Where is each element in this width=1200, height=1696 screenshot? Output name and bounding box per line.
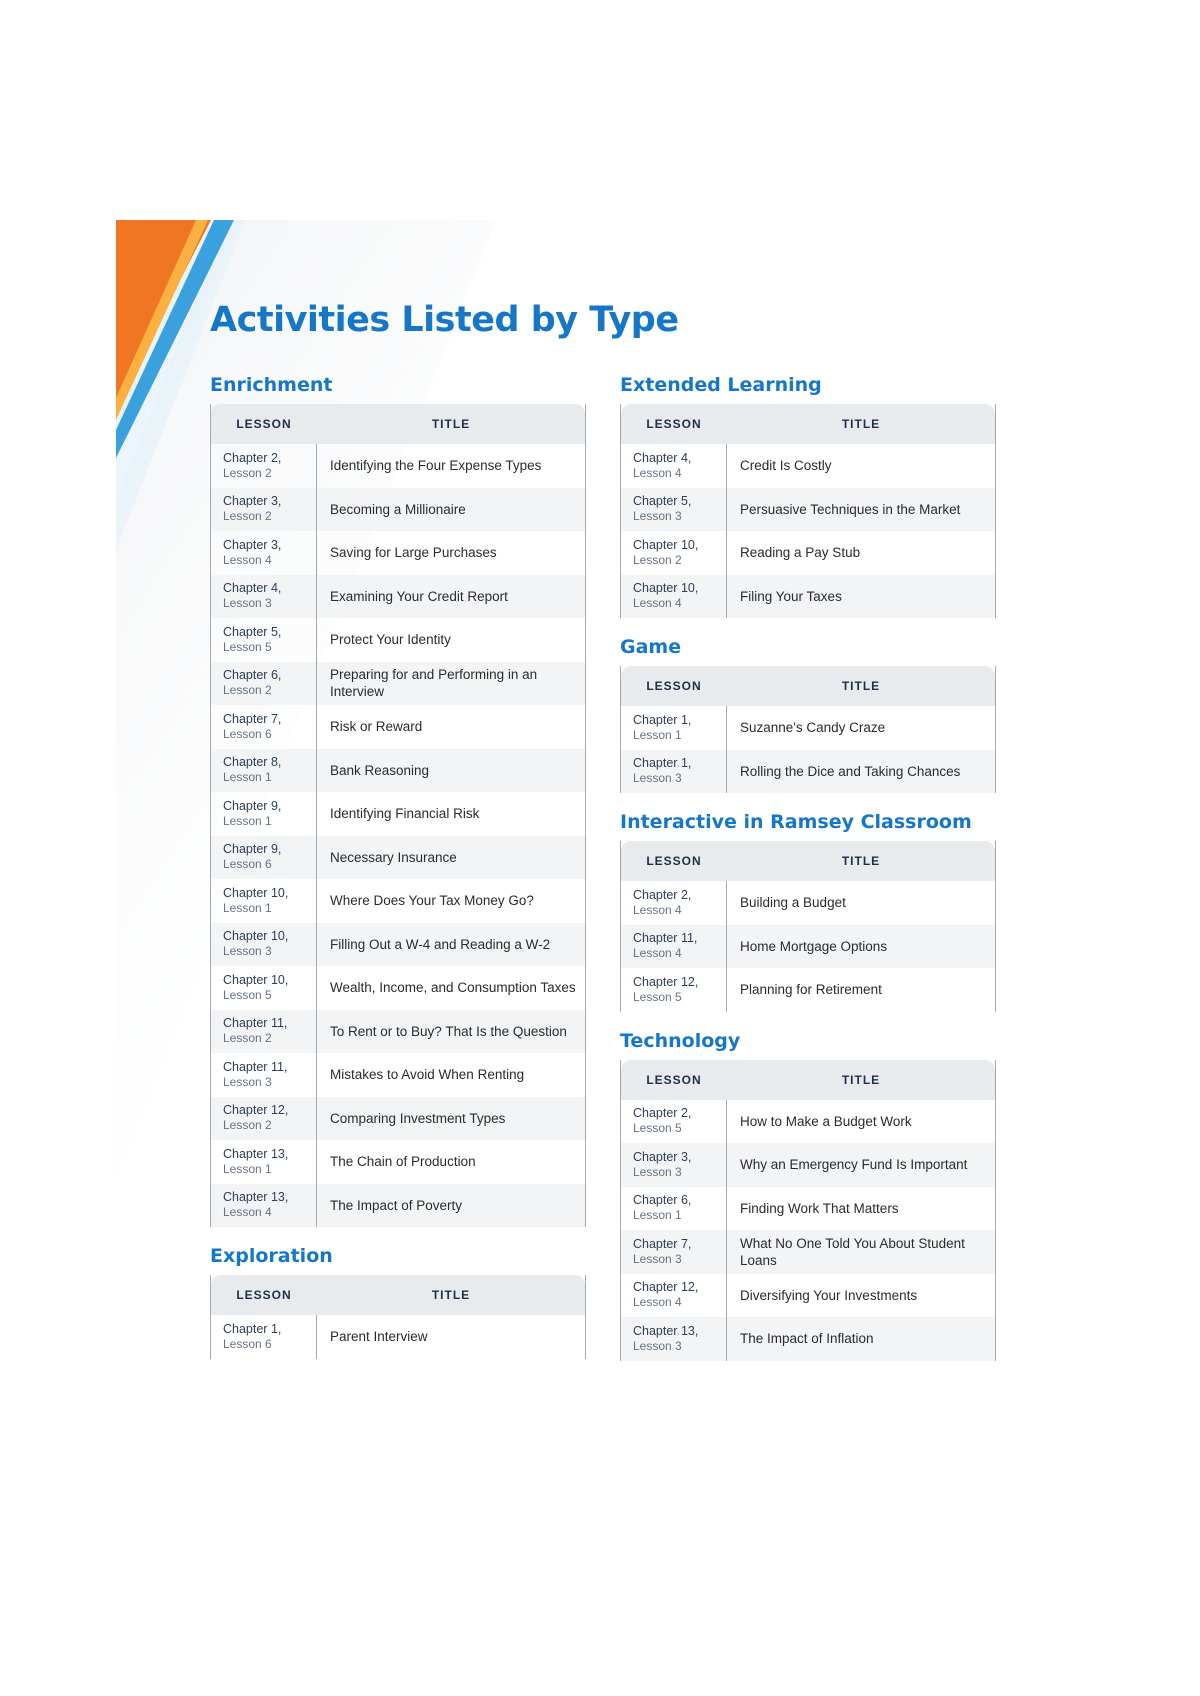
lesson-text: Lesson 3 — [223, 1074, 272, 1089]
activities-table — [210, 1275, 586, 1359]
lesson-text: Lesson 4 — [633, 465, 682, 480]
lesson-text: Lesson 1 — [223, 1161, 272, 1176]
section-interactive — [620, 809, 996, 1012]
activity-title: Building a Budget — [740, 895, 846, 911]
activities-table — [620, 666, 996, 793]
table-row — [621, 1317, 995, 1361]
lesson-text: Lesson 5 — [633, 989, 682, 1004]
activity-title: Reading a Pay Stub — [740, 545, 861, 561]
activity-title: Risk or Reward — [330, 719, 423, 735]
table-row — [621, 706, 995, 750]
activity-title: Finding Work That Matters — [740, 1200, 899, 1216]
activity-title: Mistakes to Avoid When Renting — [330, 1067, 525, 1083]
section-game — [620, 634, 996, 793]
title-column-header: TITLE — [727, 1060, 995, 1100]
table-row — [211, 1053, 585, 1097]
chapter-text: Chapter 3, — [223, 494, 282, 509]
chapter-text: Chapter 1, — [633, 712, 692, 727]
lesson-cell — [621, 444, 727, 488]
lesson-text: Lesson 1 — [223, 900, 272, 915]
chapter-text: Chapter 12, — [633, 974, 699, 989]
table-row — [211, 705, 585, 749]
activity-title: Planning for Retirement — [740, 982, 882, 998]
lesson-cell — [211, 749, 317, 793]
activity-title: Comparing Investment Types — [317, 1097, 585, 1141]
activity-title: Rolling the Dice and Taking Chances — [727, 750, 995, 794]
table-row — [621, 1274, 995, 1318]
activity-title: Diversifying Your Investments — [740, 1287, 918, 1303]
activity-title: Bank Reasoning — [317, 749, 585, 793]
lesson-text: Lesson 1 — [223, 770, 272, 785]
title-column-header: TITLE — [727, 841, 995, 881]
table-row — [211, 1184, 585, 1228]
section-enrichment — [210, 372, 586, 1227]
lesson-text: Lesson 3 — [223, 944, 272, 959]
chapter-text: Chapter 9, — [223, 798, 282, 813]
table-row — [211, 966, 585, 1010]
lesson-text: Lesson 2 — [223, 1118, 272, 1133]
section-heading: Extended Learning — [620, 374, 822, 396]
lesson-cell — [621, 1187, 727, 1231]
lesson-text: Lesson 6 — [223, 857, 272, 872]
lesson-text: Lesson 2 — [223, 465, 272, 480]
section-technology — [620, 1028, 996, 1361]
section-extended-learning — [620, 372, 996, 618]
chapter-text: Chapter 5, — [633, 494, 692, 509]
chapter-text: Chapter 3, — [223, 537, 282, 552]
lesson-text: Lesson 1 — [223, 813, 272, 828]
right-column — [620, 372, 996, 1377]
table-row — [211, 749, 585, 793]
activity-title: What No One Told You About Student Loans — [727, 1230, 995, 1274]
table-row — [211, 923, 585, 967]
lesson-text: Lesson 1 — [633, 727, 682, 742]
chapter-text: Chapter 11, — [223, 1016, 288, 1031]
activity-title: Examining Your Credit Report — [317, 575, 585, 619]
section-heading: Enrichment — [210, 374, 333, 396]
title-column-header: TITLE — [727, 666, 995, 706]
table-row — [211, 531, 585, 575]
lesson-text: Lesson 4 — [633, 1295, 682, 1310]
lesson-cell — [621, 1100, 727, 1144]
activity-title: Parent Interview — [330, 1329, 428, 1345]
activity-title: Home Mortgage Options — [727, 925, 995, 969]
lesson-cell — [621, 968, 727, 1012]
lesson-cell — [211, 488, 317, 532]
lesson-cell — [621, 1143, 727, 1187]
lesson-cell — [621, 925, 727, 969]
table-row — [211, 618, 585, 662]
table-row — [211, 575, 585, 619]
activity-title: Preparing for and Performing in an Interview — [317, 662, 585, 706]
lesson-text: Lesson 3 — [633, 1251, 682, 1266]
lesson-column-header: LESSON — [621, 666, 727, 706]
lesson-text: Lesson 4 — [633, 596, 682, 611]
lesson-cell — [211, 1097, 317, 1141]
activity-title: Credit Is Costly — [740, 458, 832, 474]
table-row — [621, 531, 995, 575]
table-row — [621, 575, 995, 619]
activity-title: Wealth, Income, and Consumption Taxes — [330, 980, 576, 996]
lesson-cell — [211, 575, 317, 619]
lesson-cell — [621, 750, 727, 794]
table-row — [621, 444, 995, 488]
title-column-header: TITLE — [317, 1275, 585, 1315]
lesson-column-header: LESSON — [621, 841, 727, 881]
activities-table — [620, 1060, 996, 1361]
section-heading: Interactive in Ramsey Classroom — [620, 811, 972, 833]
lesson-cell — [211, 444, 317, 488]
lesson-cell — [211, 531, 317, 575]
lesson-text: Lesson 2 — [633, 552, 682, 567]
activity-title: The Impact of Poverty — [317, 1184, 585, 1228]
section-exploration — [210, 1243, 586, 1359]
table-row — [211, 488, 585, 532]
chapter-text: Chapter 2, — [223, 450, 282, 465]
lesson-cell — [621, 488, 727, 532]
chapter-text: Chapter 13, — [633, 1323, 699, 1338]
lesson-text: Lesson 5 — [633, 1121, 682, 1136]
lesson-text: Lesson 3 — [633, 509, 682, 524]
chapter-text: Chapter 12, — [633, 1280, 699, 1295]
lesson-cell — [211, 836, 317, 880]
chapter-text: Chapter 9, — [223, 842, 282, 857]
table-row — [211, 1315, 585, 1359]
page-title: Activities Listed by Type — [210, 300, 679, 340]
chapter-text: Chapter 5, — [223, 624, 282, 639]
chapter-text: Chapter 3, — [633, 1149, 692, 1164]
lesson-cell — [211, 1053, 317, 1097]
table-row — [621, 750, 995, 794]
chapter-text: Chapter 12, — [223, 1103, 289, 1118]
activity-title: Becoming a Millionaire — [317, 488, 585, 532]
lesson-text: Lesson 4 — [633, 902, 682, 917]
chapter-text: Chapter 11, — [223, 1059, 288, 1074]
lesson-text: Lesson 2 — [223, 1031, 272, 1046]
table-row — [211, 662, 585, 706]
lesson-cell — [211, 662, 317, 706]
table-row — [621, 925, 995, 969]
chapter-text: Chapter 13, — [223, 1146, 289, 1161]
activity-title: Filling Out a W-4 and Reading a W-2 — [317, 923, 585, 967]
lesson-text: Lesson 3 — [633, 771, 682, 786]
table-row — [621, 1230, 995, 1274]
table-row — [621, 1143, 995, 1187]
lesson-text: Lesson 4 — [633, 946, 682, 961]
chapter-text: Chapter 6, — [633, 1193, 692, 1208]
lesson-cell — [621, 575, 727, 619]
left-column — [210, 372, 586, 1375]
activity-title: Why an Emergency Fund Is Important — [727, 1143, 995, 1187]
chapter-text: Chapter 10, — [633, 581, 699, 596]
lesson-cell — [211, 1010, 317, 1054]
lesson-cell — [211, 879, 317, 923]
chapter-text: Chapter 10, — [223, 929, 289, 944]
activity-title: Saving for Large Purchases — [330, 545, 497, 561]
lesson-cell — [211, 618, 317, 662]
lesson-text: Lesson 5 — [223, 639, 272, 654]
chapter-text: Chapter 1, — [223, 1321, 282, 1336]
activities-table — [620, 404, 996, 618]
activity-title: The Impact of Inflation — [727, 1317, 995, 1361]
lesson-text: Lesson 3 — [223, 596, 272, 611]
lesson-text: Lesson 4 — [223, 552, 272, 567]
table-row — [621, 488, 995, 532]
chapter-text: Chapter 10, — [223, 972, 289, 987]
chapter-text: Chapter 6, — [223, 668, 282, 683]
chapter-text: Chapter 4, — [223, 581, 282, 596]
activity-title: Identifying the Four Expense Types — [330, 458, 542, 474]
lesson-text: Lesson 6 — [223, 1336, 272, 1351]
activities-table — [620, 841, 996, 1012]
lesson-text: Lesson 2 — [223, 683, 272, 698]
chapter-text: Chapter 13, — [223, 1190, 289, 1205]
table-row — [621, 881, 995, 925]
table-row — [211, 444, 585, 488]
chapter-text: Chapter 4, — [633, 450, 692, 465]
lesson-cell — [211, 966, 317, 1010]
activity-title: Suzanne's Candy Craze — [740, 720, 886, 736]
table-row — [211, 836, 585, 880]
chapter-text: Chapter 11, — [633, 931, 698, 946]
title-column-header: TITLE — [727, 404, 995, 444]
table-row — [211, 1010, 585, 1054]
chapter-text: Chapter 10, — [633, 537, 699, 552]
lesson-column-header: LESSON — [211, 404, 317, 444]
lesson-cell — [211, 1184, 317, 1228]
activity-title: Necessary Insurance — [317, 836, 585, 880]
table-row — [621, 968, 995, 1012]
activity-title: Persuasive Techniques in the Market — [727, 488, 995, 532]
activities-table — [210, 404, 586, 1227]
lesson-cell — [621, 1317, 727, 1361]
chapter-text: Chapter 10, — [223, 885, 289, 900]
chapter-text: Chapter 2, — [633, 887, 692, 902]
lesson-text: Lesson 3 — [633, 1164, 682, 1179]
chapter-text: Chapter 8, — [223, 755, 282, 770]
section-heading: Game — [620, 636, 682, 658]
lesson-cell — [621, 706, 727, 750]
activity-title: Identifying Financial Risk — [330, 806, 480, 822]
chapter-text: Chapter 7, — [223, 711, 282, 726]
lesson-cell — [621, 1274, 727, 1318]
table-row — [211, 792, 585, 836]
chapter-text: Chapter 1, — [633, 756, 692, 771]
lesson-cell — [211, 792, 317, 836]
table-row — [211, 879, 585, 923]
table-row — [211, 1140, 585, 1184]
lesson-cell — [211, 1315, 317, 1359]
lesson-text: Lesson 4 — [223, 1205, 272, 1220]
title-column-header: TITLE — [317, 404, 585, 444]
lesson-cell — [211, 705, 317, 749]
lesson-text: Lesson 2 — [223, 509, 272, 524]
lesson-text: Lesson 3 — [633, 1338, 682, 1353]
activity-title: To Rent or to Buy? That Is the Question — [317, 1010, 585, 1054]
table-row — [211, 1097, 585, 1141]
lesson-cell — [621, 1230, 727, 1274]
lesson-text: Lesson 6 — [223, 726, 272, 741]
table-row — [621, 1100, 995, 1144]
activity-title: Where Does Your Tax Money Go? — [330, 893, 534, 909]
chapter-text: Chapter 7, — [633, 1236, 692, 1251]
activity-title: The Chain of Production — [330, 1154, 476, 1170]
lesson-column-header: LESSON — [621, 1060, 727, 1100]
lesson-cell — [621, 531, 727, 575]
lesson-cell — [211, 923, 317, 967]
activity-title: Filing Your Taxes — [727, 575, 995, 619]
lesson-cell — [621, 881, 727, 925]
lesson-text: Lesson 1 — [633, 1208, 682, 1223]
chapter-text: Chapter 2, — [633, 1106, 692, 1121]
activity-title: How to Make a Budget Work — [740, 1113, 912, 1129]
section-heading: Exploration — [210, 1245, 333, 1267]
lesson-text: Lesson 5 — [223, 987, 272, 1002]
activity-title: Protect Your Identity — [330, 632, 451, 648]
table-row — [621, 1187, 995, 1231]
section-heading: Technology — [620, 1029, 741, 1052]
lesson-column-header: LESSON — [211, 1275, 317, 1315]
lesson-cell — [211, 1140, 317, 1184]
lesson-column-header: LESSON — [621, 404, 727, 444]
